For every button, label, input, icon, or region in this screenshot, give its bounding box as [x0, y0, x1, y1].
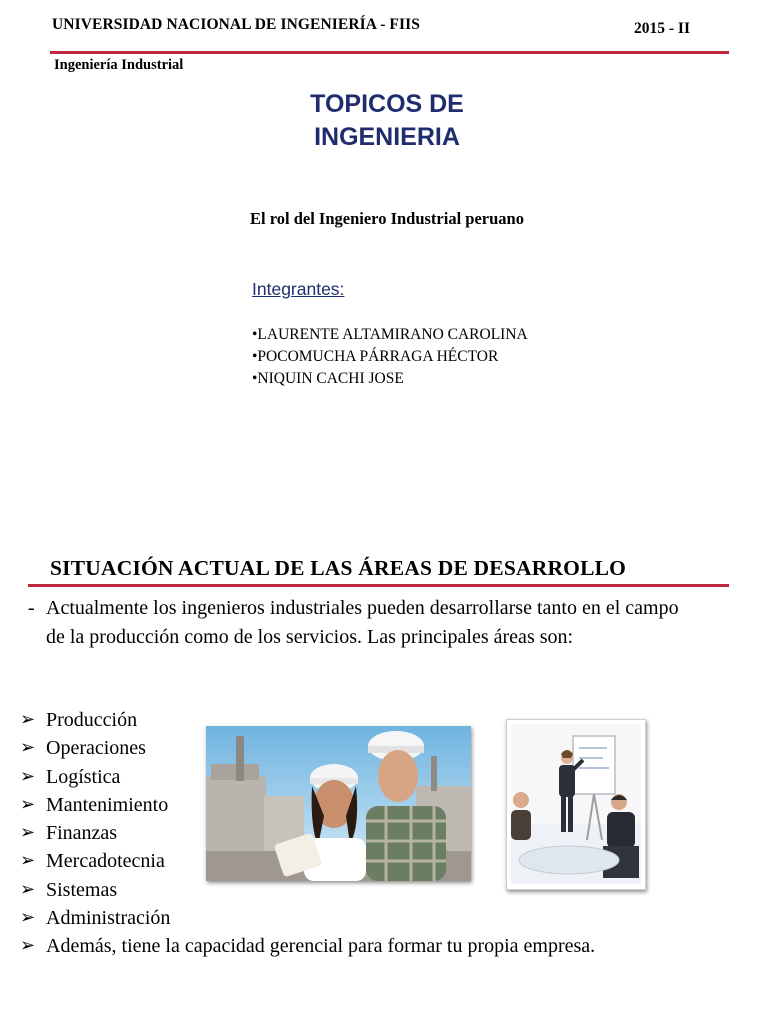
- title-line-1: TOPICOS DE: [310, 90, 464, 118]
- area-label: Finanzas: [46, 822, 118, 845]
- presentation-photo: [506, 719, 646, 890]
- title-line-2: INGENIERIA: [314, 123, 460, 151]
- arrow-bullet-icon: ➢: [20, 737, 36, 759]
- presentation-illustration: [507, 720, 645, 889]
- area-label: Mantenimiento: [46, 793, 169, 816]
- member-item: •POCOMUCHA PÁRRAGA HÉCTOR: [252, 348, 499, 365]
- area-label: Logística: [46, 765, 121, 788]
- area-label: Operaciones: [46, 737, 146, 760]
- arrow-bullet-icon: ➢: [20, 765, 36, 787]
- engineers-illustration: [206, 726, 471, 881]
- arrow-bullet-icon: ➢: [20, 793, 36, 815]
- members-heading: Integrantes:: [252, 279, 345, 299]
- arrow-bullet-icon: ➢: [20, 850, 36, 872]
- section-title: SITUACIÓN ACTUAL DE LAS ÁREAS DE DESARROLLO: [50, 556, 627, 580]
- arrow-bullet-icon: ➢: [20, 822, 36, 844]
- area-label: Administración: [46, 907, 171, 930]
- section-divider: [28, 584, 729, 587]
- engineers-photo: [206, 726, 471, 881]
- header-divider: [50, 51, 729, 54]
- area-label: Además, tiene la capacidad gerencial para formar tu propia empresa.: [46, 935, 596, 958]
- document-title: [0, 88, 768, 154]
- arrow-bullet-icon: ➢: [20, 907, 36, 929]
- section-intro: [28, 594, 688, 652]
- list-item: [20, 904, 620, 932]
- document-subtitle: El rol del Ingeniero Industrial peruano: [250, 209, 524, 228]
- list-item: [20, 932, 620, 960]
- arrow-bullet-icon: ➢: [20, 878, 36, 900]
- dash-bullet: -: [28, 597, 35, 619]
- semester-label: 2015 - II: [634, 20, 690, 37]
- arrow-bullet-icon: ➢: [20, 935, 36, 957]
- intro-text: Actualmente los ingenieros industriales pueden desarrollarse tanto en el campo de la producción como de los servicios. Las principales áreas son:: [46, 597, 679, 648]
- members-list: [252, 324, 528, 390]
- arrow-bullet-icon: ➢: [20, 709, 36, 730]
- area-label: Producción: [46, 709, 138, 731]
- university-name: UNIVERSIDAD NACIONAL DE INGENIERÍA - FIIS: [52, 16, 420, 33]
- member-item: •NIQUIN CACHI JOSE: [252, 370, 404, 387]
- department-name: Ingeniería Industrial: [54, 57, 184, 73]
- area-label: Sistemas: [46, 878, 118, 901]
- member-item: •LAURENTE ALTAMIRANO CAROLINA: [252, 326, 528, 343]
- area-label: Mercadotecnia: [46, 850, 165, 873]
